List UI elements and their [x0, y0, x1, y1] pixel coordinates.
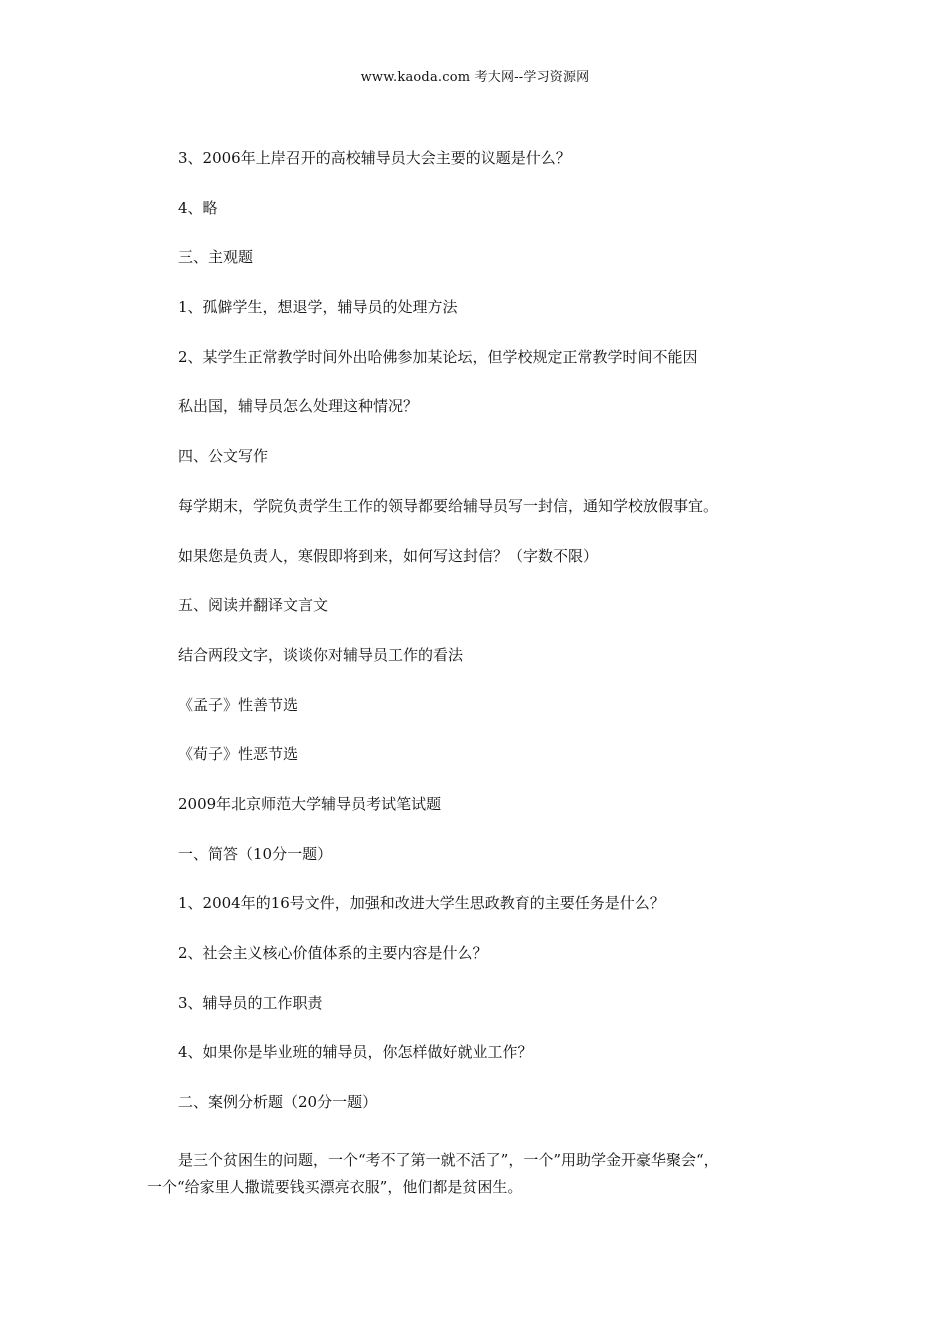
case-paragraph: [147, 1147, 827, 1201]
section-heading: 三、主观题: [178, 248, 254, 267]
case-paragraph-line-2: 一个“给家里人撒谎要钱买漂亮衣服”，他们都是贫困生。: [147, 1178, 523, 1196]
case-paragraph-line-1: 是三个贫困生的问题，一个“考不了第一就不活了”，一个”用助学金开豪华聚会“，: [178, 1151, 719, 1169]
paragraph-line: 如果您是负责人，寒假即将到来，如何写这封信？（字数不限）: [178, 546, 599, 565]
question-line: 3、2006年上岸召开的高校辅导员大会主要的议题是什么？: [178, 149, 571, 167]
question-line: 1、孤僻学生，想退学，辅导员的处理方法: [178, 298, 458, 317]
paragraph-line: 结合两段文字，谈谈你对辅导员工作的看法: [178, 645, 464, 664]
paragraph-line: 每学期末，学院负责学生工作的领导都要给辅导员写一封信，通知学校放假事宜。: [178, 496, 719, 515]
page-header: www.kaoda.com 考大网--学习资源网: [360, 70, 590, 85]
section-heading: 二、案例分析题（20分一题）: [178, 1093, 378, 1112]
section-heading: 一、简答（10分一题）: [178, 844, 333, 863]
paragraph-line: 《孟子》性善节选: [178, 695, 299, 714]
section-heading: 四、公文写作: [178, 447, 269, 466]
question-line: 2、社会主义核心价值体系的主要内容是什么？: [178, 944, 488, 962]
exam-title: 2009年北京师范大学辅导员考试笔试题: [178, 794, 442, 813]
question-line: 私出国，辅导员怎么处理这种情况？: [178, 397, 419, 416]
question-line: 2、某学生正常教学时间外出哈佛参加某论坛，但学校规定正常教学时间不能因: [178, 347, 698, 366]
question-line: 4、略: [178, 198, 218, 217]
question-line: 4、如果你是毕业班的辅导员，你怎样做好就业工作？: [178, 1043, 533, 1062]
paragraph-line: 《荀子》性恶节选: [178, 745, 299, 764]
document-body: [178, 148, 818, 1142]
section-heading: 五、阅读并翻译文言文: [178, 596, 329, 615]
question-line: 1、2004年的16号文件，加强和改进大学生思政教育的主要任务是什么？: [178, 894, 665, 913]
question-line: 3、辅导员的工作职责: [178, 993, 323, 1012]
